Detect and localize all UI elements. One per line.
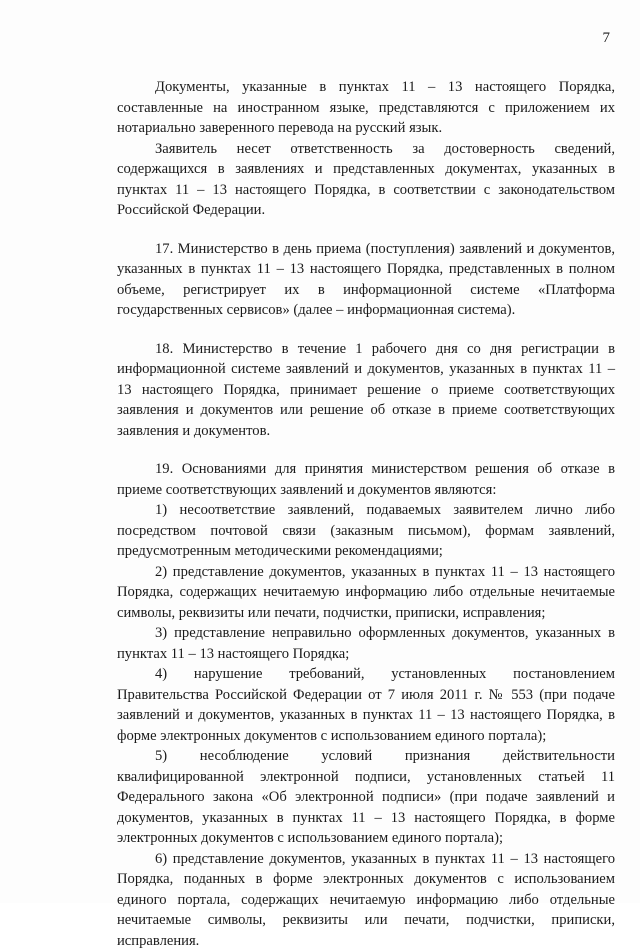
paragraph-18: 18. Министерство в течение 1 рабочего дня со дня регистрации в информационной системе заявлений и документов, указанных в пунктах 11 – 13 настоящего Порядка, принимает решение о приеме соответствующих заявления и документов или решение об отказе в приеме соответствующих заявления и документов.	[117, 339, 615, 442]
list-item-6: 6) представление документов, указанных в пунктах 11 – 13 настоящего Порядка, поданных в форме электронных документов с использованием единого портала, содержащих нечитаемую информацию либо отдельные нечитаемые символы, реквизиты или печати, подчистки, приписки, исправления.	[117, 849, 615, 951]
list-item-1: 1) несоответствие заявлений, подаваемых заявителем лично либо посредством почтовой связи (заказным письмом), формам заявлений, предусмотренным методическими рекомендациями;	[117, 500, 615, 562]
document-body	[117, 77, 615, 951]
list-item-3: 3) представление неправильно оформленных документов, указанных в пунктах 11 – 13 настоящего Порядка;	[117, 623, 615, 664]
paragraph-foreign-documents: Документы, указанные в пунктах 11 – 13 настоящего Порядка, составленные на иностранном языке, представляются с приложением их нотариально заверенного перевода на русский язык.	[117, 77, 615, 139]
paragraph-17: 17. Министерство в день приема (поступления) заявлений и документов, указанных в пунктах 11 – 13 настоящего Порядка, представленных в полном объеме, регистрирует их в информационной системе «Платформа государственных сервисов» (далее – информационная система).	[117, 239, 615, 321]
paragraph-19: 19. Основаниями для принятия министерством решения об отказе в приеме соответствующих заявлений и документов являются:	[117, 459, 615, 500]
list-item-5: 5) несоблюдение условий признания действительности квалифицированной электронной подписи, установленных статьей 11 Федерального закона «Об электронной подписи» (при подаче заявлений и документов, указанных в пунктах 11 – 13 настоящего Порядка, в форме электронных документов с использованием единого портала);	[117, 746, 615, 849]
page-number: 7	[603, 30, 611, 47]
paragraph-applicant-responsibility: Заявитель несет ответственность за достоверность сведений, содержащихся в заявлениях и представленных документах, указанных в пунктах 11 – 13 настоящего Порядка, в соответствии с законодательством Российской Федерации.	[117, 139, 615, 221]
list-item-2: 2) представление документов, указанных в пунктах 11 – 13 настоящего Порядка, содержащих нечитаемую информацию либо отдельные нечитаемые символы, реквизиты или печати, подчистки, приписки, исправления;	[117, 562, 615, 624]
list-item-4: 4) нарушение требований, установленных постановлением Правительства Российской Федерации от 7 июля 2011 г. № 553 (при подаче заявлений и документов, указанных в пунктах 11 – 13 настоящего Порядка, в форме электронных документов с использованием единого портала);	[117, 664, 615, 746]
